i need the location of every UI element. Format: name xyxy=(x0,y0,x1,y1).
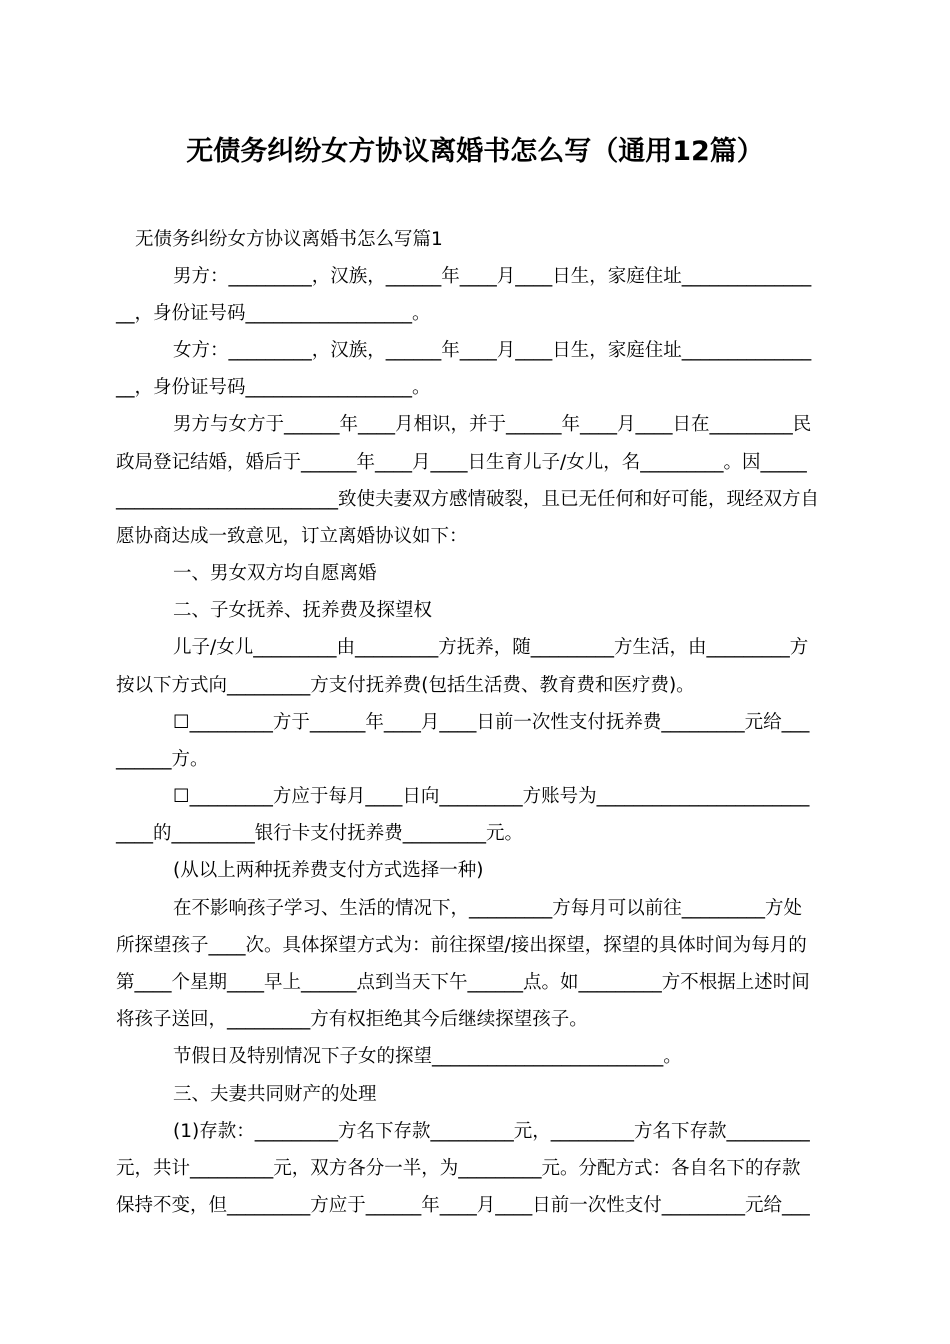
paragraph-line: __，身份证号码__________________。 xyxy=(116,377,431,398)
checkbox-option-line: ☐_________方应于每月____日向_________方账号为_______________________ xyxy=(173,786,810,807)
paragraph-line: 在不影响孩子学习、生活的情况下，_________方每月可以前往_________方处 xyxy=(173,898,803,919)
paragraph-line: ______方。 xyxy=(116,749,209,770)
paragraph-line: 元，共计_________元，双方各分一半，为_________元。分配方式：各自名下的存款 xyxy=(116,1158,801,1179)
paragraph-line: 男方：_________，汉族，______年____月____日生，家庭住址______________ xyxy=(173,266,812,287)
clause-heading: 二、子女抚养、抚养费及探望权 xyxy=(173,600,433,621)
paragraph-line: 节假日及特别情况下子女的探望_________________________。 xyxy=(173,1046,682,1067)
page-title: 无债务纠纷女方协议离婚书怎么写（通用12篇） xyxy=(186,136,764,167)
paragraph-line: 愿协商达成一致意见，订立离婚协议如下： xyxy=(116,526,468,547)
paragraph-line: ____的_________银行卡支付抚养费_________元。 xyxy=(116,823,524,844)
paragraph-line: 保持不变，但_________方应于______年____月____日前一次性支付_________元给___ xyxy=(116,1195,810,1216)
paragraph-line: __，身份证号码__________________。 xyxy=(116,303,431,324)
paragraph-line: 将孩子送回，_________方有权拒绝其今后继续探望孩子。 xyxy=(116,1009,588,1030)
paragraph-line: 所探望孩子____次。具体探望方式为：前往探望/接出探望，探望的具体时间为每月的 xyxy=(116,935,807,956)
section-heading: 无债务纠纷女方协议离婚书怎么写篇1 xyxy=(135,229,443,250)
clause-heading: 三、夫妻共同财产的处理 xyxy=(173,1084,377,1105)
paragraph-line: 第____个星期____早上______点到当天下午______点。如_________方不根据上述时间 xyxy=(116,972,810,993)
paragraph-line: ________________________致使夫妻双方感情破裂，且已无任何和好可能，现经双方自 xyxy=(116,489,820,510)
paragraph-line: 女方：_________，汉族，______年____月____日生，家庭住址______________ xyxy=(173,340,812,361)
paragraph-line: 政局登记结婚，婚后于______年____月____日生育儿子/女儿，名_________。因_____ xyxy=(116,452,807,473)
checkbox-option-line: ☐_________方于______年____月____日前一次性支付抚养费_________元给___ xyxy=(173,712,810,733)
paragraph-line: (1)存款：_________方名下存款_________元，_________方名下存款_________ xyxy=(173,1121,810,1142)
paragraph-line: 男方与女方于______年____月相识，并于______年____月____日在_________民 xyxy=(173,414,812,435)
paragraph-line: 按以下方式向_________方支付抚养费(包括生活费、教育费和医疗费)。 xyxy=(116,675,695,696)
paragraph-line: 儿子/女儿_________由_________方抚养，随_________方生活，由_________方 xyxy=(173,637,809,658)
note-line: (从以上两种抚养费支付方式选择一种) xyxy=(173,860,484,881)
clause-heading: 一、男女双方均自愿离婚 xyxy=(173,563,377,584)
